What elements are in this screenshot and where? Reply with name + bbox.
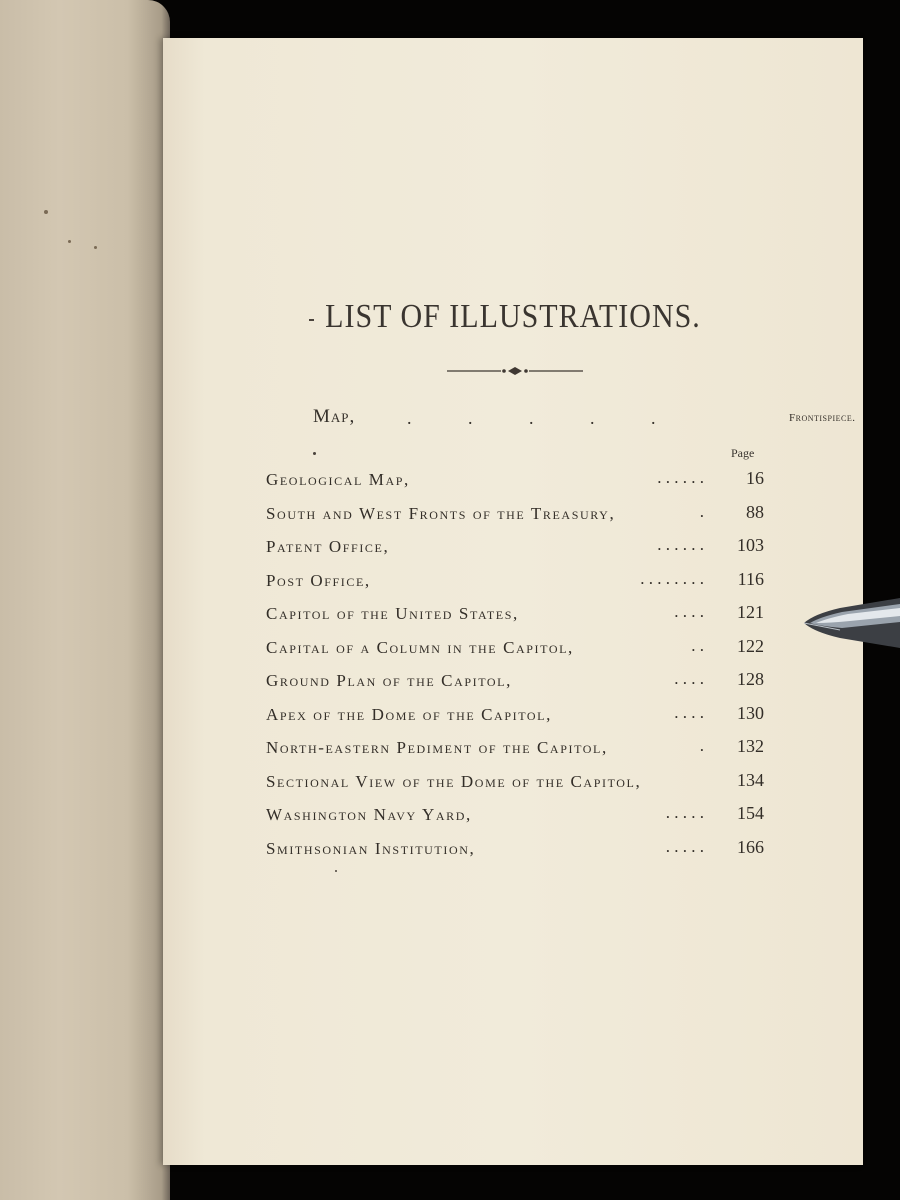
list-item [266, 634, 764, 668]
list-item [266, 734, 764, 768]
leader-dots: . . . . [674, 669, 704, 688]
leader-dots: . [699, 736, 704, 755]
entry-title: Post Office, [266, 570, 371, 590]
page-title: LIST OF ILLUSTRATIONS. [325, 297, 701, 335]
paper-fleck [44, 210, 48, 214]
entry-title: Apex of the Dome of the Capitol, [266, 704, 552, 724]
leader-dots: . . . . . [407, 408, 682, 428]
entry-title: Sectional View of the Dome of the Capitol, [266, 771, 642, 791]
entry-title: Capitol of the United States, [266, 604, 519, 623]
entry-page-number: 132 [737, 736, 764, 756]
page-column-heading: Page [731, 446, 755, 460]
leader-dots: . . . . . [665, 803, 704, 822]
entry-title: Ground Plan of the Capitol, [266, 671, 512, 690]
pen-nib-pointer-icon [800, 594, 900, 650]
entry-page-number: 128 [737, 669, 764, 689]
list-item [266, 533, 764, 567]
ornament-rule-icon [447, 364, 583, 378]
entry-title: South and West Fronts of the Treasury, [266, 503, 616, 523]
entry-page-number: 122 [737, 635, 764, 656]
leader-dots: . . . . . . [657, 468, 704, 487]
list-item [266, 801, 764, 835]
list-item [266, 500, 764, 534]
frontispiece-title: Map, [313, 406, 356, 427]
list-item [266, 835, 764, 869]
list-item [266, 466, 764, 500]
leader-dots: . . . . [674, 602, 704, 621]
entry-page-number: 103 [737, 535, 764, 555]
entry-page-number: 121 [737, 602, 764, 622]
list-item [266, 768, 764, 802]
entry-page-number: 116 [737, 568, 764, 589]
entry-title: Washington Navy Yard, [266, 805, 472, 824]
stray-dot [335, 870, 337, 872]
stray-dot [313, 452, 316, 455]
entry-page-number: 130 [737, 702, 764, 723]
frontispiece-label: Frontispiece. [789, 412, 856, 424]
entry-page-number: 16 [746, 468, 764, 488]
list-item [266, 667, 764, 701]
paper-fleck [94, 246, 97, 249]
entry-title: Patent Office, [266, 537, 390, 556]
leader-dots: . . . . . . [657, 535, 704, 554]
list-item [266, 701, 764, 735]
entry-title: Smithsonian Institution, [266, 838, 476, 858]
entry-title: Geological Map, [266, 470, 410, 489]
leader-dots: . . . . . . . . [640, 568, 704, 588]
list-item [266, 600, 764, 634]
entry-page-number: 88 [746, 501, 764, 522]
illustration-list [266, 466, 764, 868]
entry-title: Capital of a Column in the Capitol, [266, 637, 574, 657]
right-page [163, 38, 863, 1165]
paper-fleck [68, 240, 71, 243]
leader-dots: . . . . . [665, 836, 704, 856]
entry-page-number: 154 [737, 803, 764, 823]
leader-dots: . [699, 501, 704, 521]
leader-dots: . . . . [674, 702, 704, 722]
entry-page-number: 166 [737, 836, 764, 857]
entry-page-number: 134 [737, 769, 764, 790]
leader-dots: . . [691, 635, 704, 655]
entry-title: North-eastern Pediment of the Capitol, [266, 738, 608, 757]
list-item [266, 567, 764, 601]
left-page [0, 0, 170, 1200]
